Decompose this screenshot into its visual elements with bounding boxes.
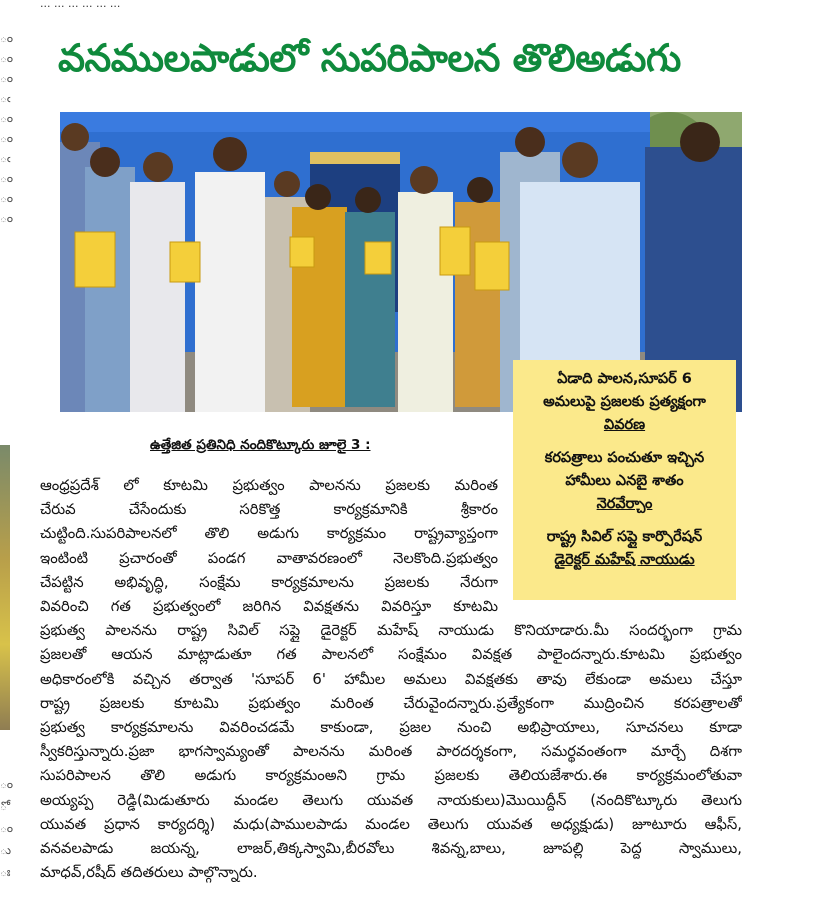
left-margin-glyph: ః [0, 865, 11, 879]
pull-quote-line: ఏడాది పాలన,సూపర్ 6 [557, 371, 692, 387]
left-margin-glyph: ఁ [0, 151, 11, 165]
left-column-clipped-text [0, 28, 14, 228]
pull-quote-line: హామీలు ఎనబై శాతం [565, 473, 684, 489]
article-line: చేపట్టిన అభివృద్ధి, సంక్షేమ కార్యక్రమాలను ప్రజలకు నేరుగా [40, 573, 498, 591]
left-margin-glyph: ం [0, 111, 14, 125]
article-line: ఇంటింటి ప్రచారంతో పండగ వాతావరణంలో నెలకొంది.ప్రభుత్వం [40, 549, 498, 567]
article-line: అధికారంలోకి వచ్చిన తర్వాత 'సూపర్ 6' హామీల అమలు వివక్షతకు తావు లేకుండా అమలు చేస్తూ [40, 670, 742, 688]
left-margin-glyph: ం [0, 191, 14, 205]
article-line: రాష్ట్ర ప్రజలకు కూటమి ప్రభుత్వం మరింత చేరువైందన్నారు.ప్రత్యేకంగా ముద్రించిన కరపత్రాలతో [40, 694, 742, 712]
left-margin-glyph: ం [0, 211, 14, 225]
pull-quote-line: అమలుపై ప్రజలకు ప్రత్యక్షంగా [543, 394, 706, 410]
pull-quote-line: రాష్ట్ర సివిల్ సప్లై కార్పొరేషన్ [546, 529, 703, 545]
previous-article-strip: ... ... ... ... ... ... [40, 0, 121, 8]
article-line: వనవలపాడు జయన్న, లాజర్,తిక్కస్వామి,బీరవోలు శివన్న,బాలు, జూపల్లి పెద్ద స్వాములు, [40, 840, 742, 858]
article-line: అయ్యప్ప రెడ్డి(మిడుతూరు మండల తెలుగు యువత నాయకులు)మొయిద్దీన్ (నందికొట్కూరు తెలుగు [40, 791, 742, 809]
left-margin-glyph: ం [0, 131, 14, 145]
article-line: మాధవ్,రషీద్ తదితరులు పాల్గొన్నారు. [40, 864, 258, 882]
dateline: ఉత్తేజిత ప్రతినిధి నందికొట్కూరు జూలై 3 : [150, 437, 371, 453]
pull-quote-group [513, 368, 736, 437]
article-line: స్వీకరిస్తున్నారు.ప్రజా భాగస్వామ్యంతో పాలనను మరింత పారదర్శకంగా, సమర్థవంతంగా మార్చే దిశగా [40, 743, 742, 761]
left-column-clipped-text-lower [0, 773, 14, 883]
article-body [40, 474, 742, 885]
left-margin-glyph: ఁ [0, 91, 11, 105]
left-margin-glyph: ం [0, 821, 14, 835]
article-line: ప్రజలతో ఆయన మాట్లాడుతూ గత పాలనలో సంక్షేమం వివక్షత పాలైందన్నారు.కూటమి ప్రభుత్వం [40, 646, 742, 664]
left-margin-glyph: ం [0, 51, 14, 65]
article-line: ప్రభుత్వ కార్యక్రమాలను వివరించడమే కాకుండా, ప్రజల నుంచి అభిప్రాయాలు, సూచనలు కూడా [40, 719, 742, 737]
headline: వనములపాడులో సుపరిపాలన తొలిఅడుగు [58, 36, 681, 80]
article-line: సుపరిపాలన తొలి అడుగు కార్యక్రమంఅని గ్రామ ప్రజలకు తెలియజేశారు.ఈ కార్యక్రమంలోతువా [40, 767, 742, 785]
article-line: ప్రభుత్వ పాలనను రాష్ట్ర సివిల్ సప్లై డైరెక్టర్ మహేష్ నాయుడు కొనియాడారు.మీ సందర్భంగా గ్రామ [40, 622, 742, 640]
pull-quote-line: కరపత్రాలు పంచుతూ ఇచ్చిన [544, 450, 705, 466]
pull-quote-emphasis: వివరణ [603, 417, 646, 433]
pull-quote-emphasis: నెరవేర్చాం [596, 496, 653, 512]
left-margin-glyph: ు [0, 843, 12, 857]
left-margin-glyph: ం [0, 31, 14, 45]
article-line: చేరువ చేసేందుకు సరికొత్త కార్యక్రమానికి శ్రీకారం [40, 501, 498, 519]
article-line: ఆంధ్రప్రదేశ్ లో కూటమి ప్రభుత్వం పాలనను ప్రజలకు మరింత [40, 477, 498, 494]
article-line: యువత ప్రధాన కార్యదర్శి) మధు(పాములపాడు మండల తెలుగు యువత అధ్యక్షుడు) జూటూరు ఆఫీస్, [40, 815, 742, 833]
left-margin-glyph: ం [0, 171, 14, 185]
left-margin-glyph: ో [0, 799, 7, 813]
article-line: వివరించి గత ప్రభుత్వంలో జరిగిన వివక్షతను వివరిస్తూ కూటమి [40, 598, 498, 616]
article-line: చుట్టింది.సుపరిపాలనలో తొలి అడుగు కార్యక్రమం రాష్ట్రవ్యాప్తంగా [40, 525, 498, 543]
left-margin-glyph: ం [0, 71, 14, 85]
left-margin-glyph: ం [0, 777, 14, 791]
pull-quote-emphasis: డైరెక్టర్ మహేష్ నాయుడు [554, 552, 695, 568]
left-clipped-photo [0, 445, 10, 730]
